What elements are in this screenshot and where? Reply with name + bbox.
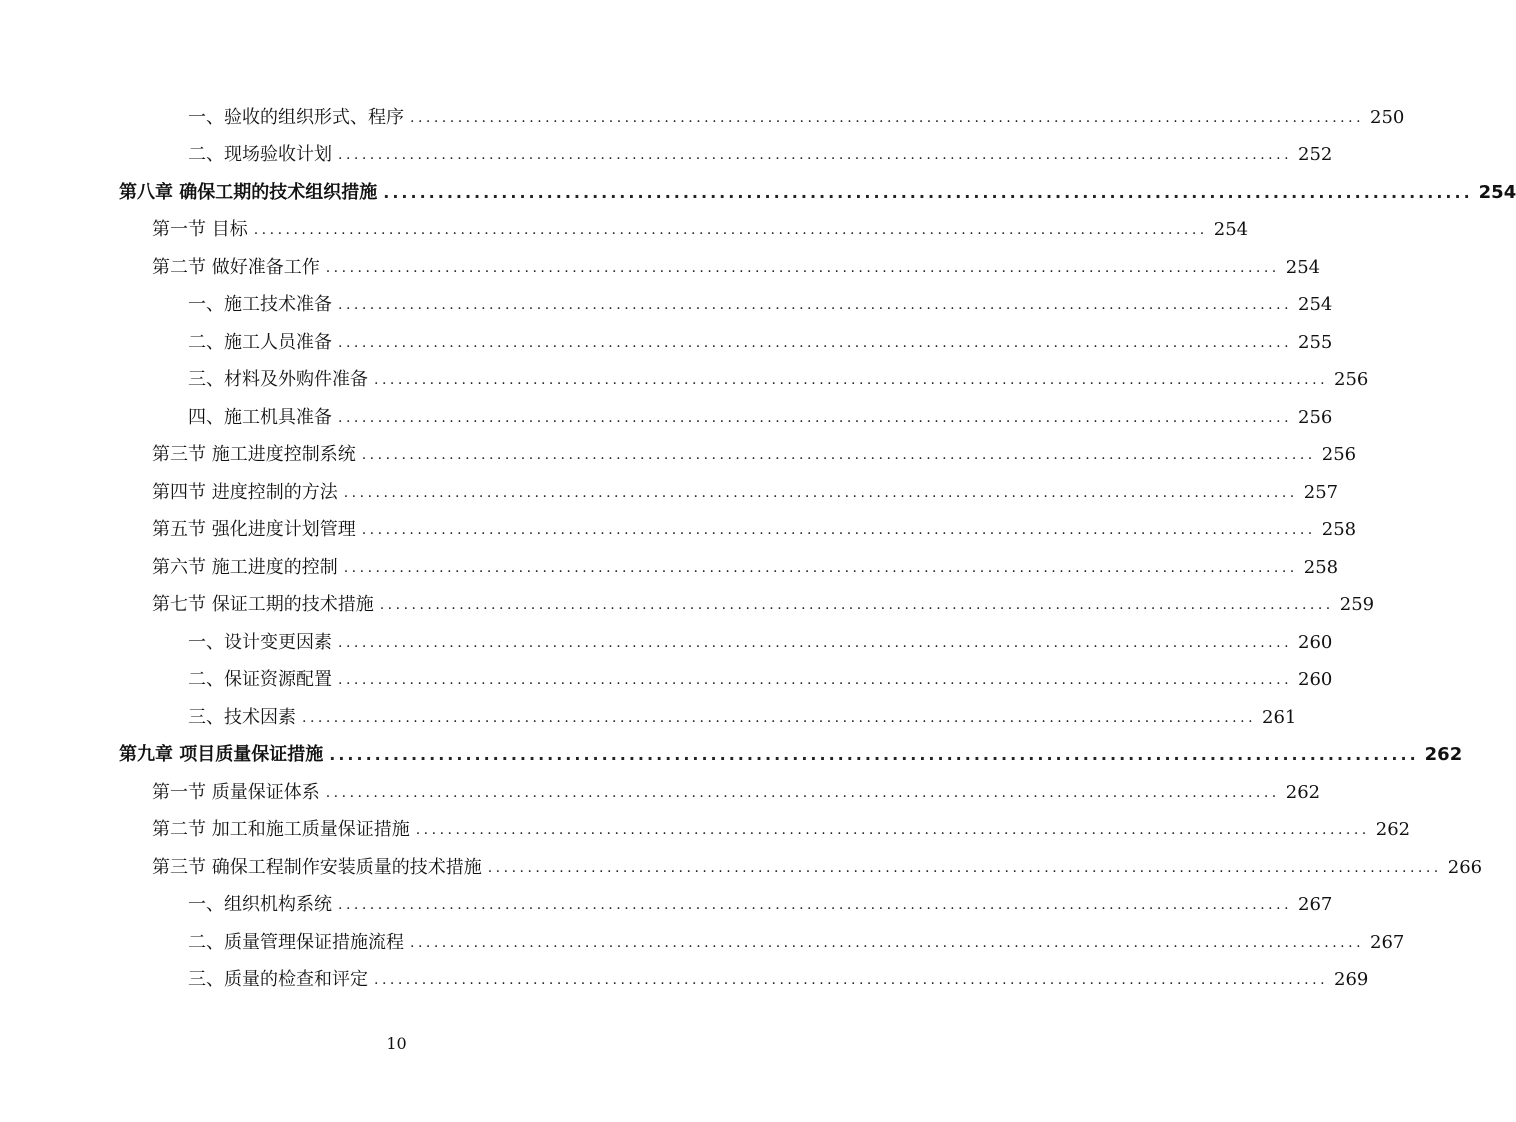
toc-dot-leader: ........................................................................................................................ — [361, 522, 1316, 539]
toc-dot-leader: ........................................................................................................................ — [325, 259, 1280, 276]
toc-entry — [0, 137, 1333, 175]
toc-entry-title: 第三节 确保工程制作安装质量的技术措施 — [152, 856, 482, 878]
toc-entry-page: 266 — [1447, 856, 1483, 878]
toc-entry — [0, 699, 1297, 737]
toc-entry — [0, 887, 1333, 925]
toc-entry-title: 第二节 做好准备工作 — [152, 256, 320, 278]
toc-entry-title: 第二节 加工和施工质量保证措施 — [152, 819, 410, 841]
toc-entry-page: 267 — [1298, 894, 1333, 916]
toc-entry-page: 257 — [1303, 481, 1339, 503]
table-of-contents — [0, 99, 1516, 999]
toc-entry-title: 二、施工人员准备 — [188, 331, 332, 353]
toc-entry-title: 第七节 保证工期的技术措施 — [152, 594, 374, 616]
toc-entry-page: 262 — [1424, 744, 1463, 766]
toc-entry-title: 第三节 施工进度控制系统 — [152, 444, 356, 466]
toc-dot-leader: ........................................................................................................................ — [302, 709, 1257, 726]
toc-entry-title: 二、现场验收计划 — [188, 144, 332, 166]
toc-dot-leader: ........................................................................................................................ — [338, 297, 1293, 314]
toc-entry-title: 第一节 目标 — [152, 219, 248, 241]
toc-entry — [0, 849, 1483, 887]
toc-dot-leader: ........................................................................................................................ — [338, 672, 1293, 689]
toc-entry — [0, 212, 1249, 250]
toc-dot-leader: ........................................................................................................................ — [410, 934, 1365, 951]
toc-entry-title: 三、质量的检查和评定 — [188, 969, 368, 991]
toc-entry — [0, 437, 1357, 475]
toc-entry — [0, 287, 1333, 325]
toc-entry-title: 二、保证资源配置 — [188, 669, 332, 691]
toc-entry — [0, 587, 1375, 625]
toc-dot-leader: ........................................................................................................................ — [338, 147, 1293, 164]
page-number: 10 — [386, 1034, 407, 1053]
toc-entry — [0, 512, 1357, 550]
toc-dot-leader: ........................................................................................................................ — [374, 372, 1329, 389]
toc-entry — [0, 774, 1321, 812]
toc-entry — [0, 174, 1516, 212]
toc-dot-leader: ........................................................................................................................ — [415, 822, 1370, 839]
toc-entry-page: 254 — [1298, 294, 1333, 316]
toc-entry-title: 四、施工机具准备 — [188, 406, 332, 428]
toc-entry-title: 第四节 进度控制的方法 — [152, 481, 338, 503]
toc-entry-title: 第八章 确保工期的技术组织措施 — [119, 181, 378, 203]
toc-entry-title: 第九章 项目质量保证措施 — [119, 744, 324, 766]
toc-dot-leader: ........................................................................................................................ — [338, 334, 1293, 351]
toc-entry — [0, 662, 1333, 700]
toc-entry-page: 254 — [1285, 256, 1321, 278]
toc-dot-leader: ........................................................................................................................ — [374, 972, 1329, 989]
toc-entry — [0, 549, 1339, 587]
toc-entry-page: 256 — [1334, 369, 1369, 391]
toc-dot-leader: ........................................................................................................................ — [487, 859, 1442, 876]
toc-entry-page: 269 — [1334, 969, 1369, 991]
toc-entry — [0, 924, 1405, 962]
toc-entry — [0, 99, 1405, 137]
toc-entry-title: 三、技术因素 — [188, 706, 296, 728]
toc-entry-title: 一、设计变更因素 — [188, 631, 332, 653]
toc-entry — [0, 812, 1411, 850]
toc-entry-page: 254 — [1213, 219, 1249, 241]
toc-dot-leader: ........................................................................................................................ — [338, 897, 1293, 914]
toc-entry-page: 260 — [1298, 669, 1333, 691]
toc-entry-page: 254 — [1478, 181, 1516, 203]
toc-entry-title: 一、验收的组织形式、程序 — [188, 106, 404, 128]
toc-dot-leader: ........................................................................................................................ — [253, 222, 1208, 239]
toc-entry-title: 一、组织机构系统 — [188, 894, 332, 916]
toc-entry-page: 267 — [1370, 931, 1405, 953]
toc-dot-leader: ........................................................................................................................ — [379, 597, 1334, 614]
toc-entry-page: 262 — [1375, 819, 1411, 841]
toc-entry-page: 260 — [1298, 631, 1333, 653]
toc-entry-page: 261 — [1262, 706, 1297, 728]
toc-entry-page: 256 — [1298, 406, 1333, 428]
toc-dot-leader: ........................................................................................................................ — [383, 182, 1473, 202]
toc-dot-leader: ........................................................................................................................ — [343, 559, 1298, 576]
toc-entry-title: 一、施工技术准备 — [188, 294, 332, 316]
toc-entry-page: 255 — [1298, 331, 1333, 353]
toc-dot-leader: ........................................................................................................................ — [329, 745, 1419, 765]
toc-dot-leader: ........................................................................................................................ — [338, 634, 1293, 651]
toc-entry — [0, 624, 1333, 662]
toc-entry — [0, 399, 1333, 437]
toc-dot-leader: ........................................................................................................................ — [361, 447, 1316, 464]
toc-entry-page: 258 — [1303, 556, 1339, 578]
toc-entry-title: 第一节 质量保证体系 — [152, 781, 320, 803]
toc-entry — [0, 362, 1369, 400]
toc-entry-page: 250 — [1370, 106, 1405, 128]
toc-entry-title: 二、质量管理保证措施流程 — [188, 931, 404, 953]
toc-entry — [0, 324, 1333, 362]
toc-entry-page: 252 — [1298, 144, 1333, 166]
toc-dot-leader: ........................................................................................................................ — [338, 409, 1293, 426]
toc-entry-title: 第五节 强化进度计划管理 — [152, 519, 356, 541]
toc-entry-title: 第六节 施工进度的控制 — [152, 556, 338, 578]
toc-dot-leader: ........................................................................................................................ — [343, 484, 1298, 501]
toc-entry — [0, 249, 1321, 287]
toc-dot-leader: ........................................................................................................................ — [410, 109, 1365, 126]
toc-entry-page: 259 — [1339, 594, 1375, 616]
toc-dot-leader: ........................................................................................................................ — [325, 784, 1280, 801]
toc-entry — [0, 737, 1463, 775]
toc-entry-title: 三、材料及外购件准备 — [188, 369, 368, 391]
toc-entry — [0, 962, 1369, 1000]
toc-entry-page: 262 — [1285, 781, 1321, 803]
toc-entry — [0, 474, 1339, 512]
toc-entry-page: 258 — [1321, 519, 1357, 541]
toc-entry-page: 256 — [1321, 444, 1357, 466]
